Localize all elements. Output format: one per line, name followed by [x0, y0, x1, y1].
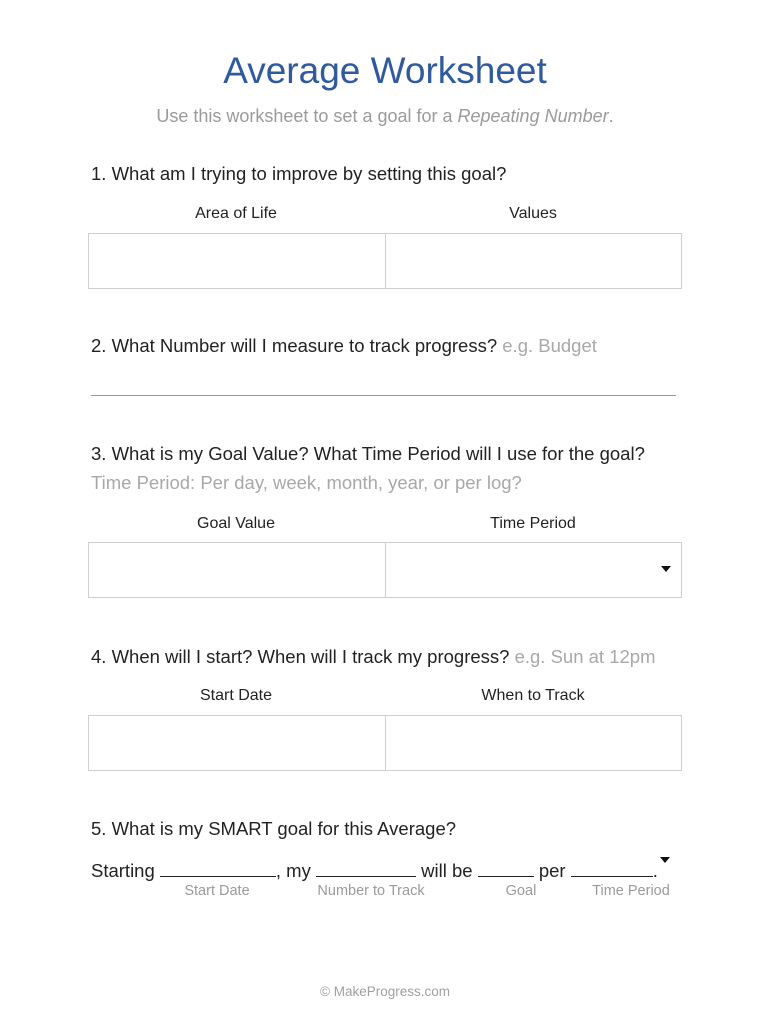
question-4-hint: e.g. Sun at 12pm — [514, 646, 656, 667]
label-area-of-life: Area of Life — [195, 205, 277, 222]
time-period-chevron-down-icon[interactable] — [660, 857, 670, 863]
number-to-track-field[interactable] — [91, 395, 676, 396]
area-of-life-field[interactable] — [89, 234, 385, 288]
q3-input-row — [88, 542, 682, 598]
caption-start-date: Start Date — [184, 883, 250, 899]
chevron-down-icon — [661, 566, 671, 572]
caption-number-to-track: Number to Track — [317, 883, 425, 899]
goal-value-field[interactable] — [89, 543, 385, 597]
caption-time-period: Time Period — [592, 883, 670, 899]
subtitle-suffix: . — [608, 106, 614, 126]
question-4-text: 4. When will I start? When will I track my progress? — [91, 646, 510, 667]
footer-copyright: © MakeProgress.com — [320, 984, 450, 999]
word-will-be: will be — [421, 860, 473, 881]
subtitle-emphasis: Repeating Number — [457, 106, 609, 126]
time-period-blank[interactable] — [571, 858, 653, 877]
caption-goal: Goal — [505, 883, 537, 899]
goal-blank[interactable] — [478, 858, 534, 877]
question-2-hint: e.g. Budget — [502, 335, 597, 356]
number-to-track-blank[interactable] — [316, 858, 416, 877]
question-2 — [91, 335, 597, 357]
q4-input-row — [88, 715, 682, 771]
question-3-hint: Time Period: Per day, week, month, year, or per log? — [91, 472, 522, 493]
values-field[interactable] — [385, 234, 682, 288]
q1-input-row — [88, 233, 682, 289]
word-per: per — [538, 860, 566, 881]
word-starting: Starting — [91, 860, 155, 881]
page-subtitle — [0, 106, 770, 127]
start-date-field[interactable] — [89, 716, 385, 770]
page-title: Average Worksheet — [223, 50, 547, 91]
label-when-to-track: When to Track — [481, 687, 585, 704]
word-my: , my — [275, 860, 311, 881]
question-4 — [91, 646, 655, 668]
question-3: 3. What is my Goal Value? What Time Period will I use for the goal? — [91, 443, 645, 464]
label-values: Values — [509, 205, 557, 222]
label-goal-value: Goal Value — [197, 515, 275, 532]
question-5: 5. What is my SMART goal for this Average? — [91, 818, 457, 839]
question-2-text: 2. What Number will I measure to track progress? — [91, 335, 498, 356]
time-period-dropdown[interactable] — [385, 543, 682, 597]
when-to-track-field[interactable] — [385, 716, 682, 770]
sentence-end: . — [652, 860, 658, 881]
subtitle-prefix: Use this worksheet to set a goal for a — [156, 106, 458, 126]
start-date-blank[interactable] — [160, 858, 276, 877]
smart-goal-sentence — [91, 858, 658, 882]
question-1: 1. What am I trying to improve by setting this goal? — [91, 163, 507, 184]
label-time-period: Time Period — [490, 515, 576, 532]
label-start-date: Start Date — [199, 687, 273, 704]
